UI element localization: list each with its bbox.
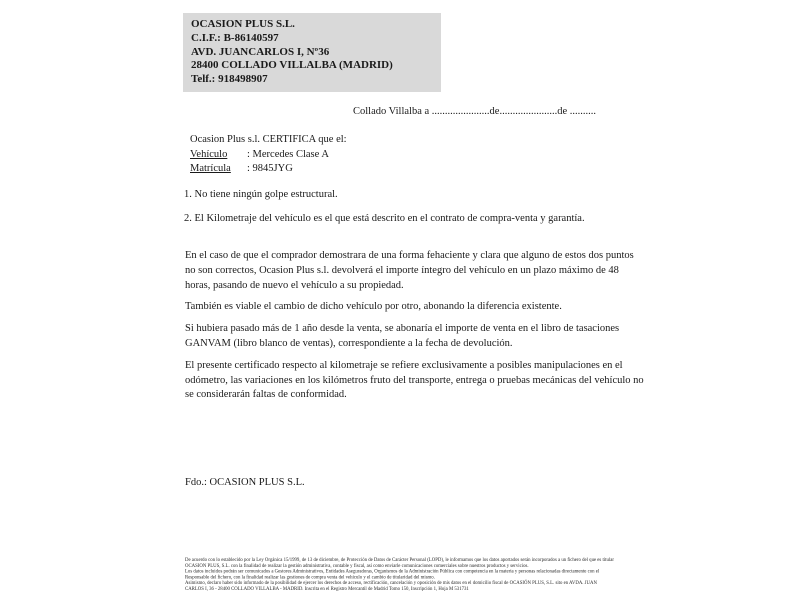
legal-line-2: OCASION PLUS, S.L. con la finalidad de realizar la gestión administrativa, contable y fiscal, así como enviarle comunicaciones comerciales sobre nuestros productos y servicios.	[185, 562, 529, 569]
paragraph-refund: En el caso de que el comprador demostrara de una forma fehaciente y clara que alguno de estos dos puntos no son correctos, Ocasion Plus s.l. devolverá el importe íntegro del vehículo en un plazo máximo de 48 horas, pasando de nuevo el vehículo a su propiedad.	[185, 250, 634, 291]
legal-line-5: Asimismo, declaro haber sido informado de la posibilidad de ejercer los derechos de acceso, rectificación, cancelación y oposición de mis datos en el domicilio fiscal de OCASIÓN PLUS, S.L. sito en AVDA. JUAN	[185, 580, 597, 586]
legal-line-6: CARLOS I, 36 - 28400 COLLADO VILLALBA - MADRID. Inscrita en el Registro Mercantil de Madrid Tomo 150, Inscripción 1, Hoja M 531731	[185, 585, 469, 592]
legal-line-3: Los datos incluidos podrán ser comunicados a Gestores Administrativos, Entidades Aseguradoras, Organismos de la Administración Pública con competencia en la materia y personas relacionadas directamente con el	[185, 568, 600, 575]
body-paragraphs	[185, 249, 646, 410]
company-phone: Telf.: 918498907	[191, 73, 268, 86]
paragraph-exchange: También es viable el cambio de dicho vehículo por otro, abonando la diferencia existente.	[185, 301, 562, 313]
paragraph-odometer: El presente certificado respecto al kilometraje se refiere exclusivamente a posibles manipulaciones en el odómetro, las variaciones en los kilómetros fruto del transporte, entrega o pruebas mecánicas del vehículo no se considerarán faltas de conformidad.	[185, 359, 644, 401]
company-letterhead	[183, 13, 441, 92]
company-name: OCASION PLUS S.L.	[191, 18, 295, 30]
condition-points	[184, 187, 646, 235]
certify-intro: Ocasion Plus s.l. CERTIFICA que el:	[190, 134, 347, 145]
legal-footer	[185, 557, 641, 595]
company-address: AVD. JUANCARLOS I, Nº36	[191, 45, 330, 58]
paragraph-ganvam: Si hubiera pasado más de 1 año desde la venta, se abonaría el importe de venta en el libro de tasaciones GANVAM (libro blanco de ventas), correspondiente a la fecha de devolución.	[185, 323, 620, 349]
certify-block	[190, 133, 347, 177]
company-cif: C.I.F.: B-86140597	[191, 31, 279, 44]
vehicle-value: : Mercedes Clase A	[247, 148, 329, 160]
plate-label: Matrícula	[190, 163, 231, 174]
company-city: 28400 COLLADO VILLALBA (MADRID)	[191, 59, 393, 72]
legal-line-1: De acuerdo con lo establecido por la Ley Orgánica 15/1999, de 13 de diciembre, de Protección de Datos de Carácter Personal (LOPD), le informamos que los datos aportados serán incorporados a un fichero del que es titular	[185, 557, 614, 563]
signature-line: Fdo.: OCASION PLUS S.L.	[185, 477, 305, 488]
vehicle-label: Vehículo	[190, 148, 228, 160]
plate-row	[190, 162, 347, 177]
date-line: Collado Villalba a ......................de......................de ..........	[353, 106, 596, 117]
point-structural: 1. No tiene ningún golpe estructural.	[184, 189, 338, 200]
legal-footer-text	[185, 557, 641, 592]
vehicle-row	[190, 148, 347, 163]
legal-line-4: Responsable del fichero, con la finalidad realizar las gestiones de compra venta del vehículo y el cambio de titularidad del mismo.	[185, 574, 435, 580]
point-mileage: 2. El Kilometraje del vehículo es el que está descrito en el contrato de compra-venta y garantía.	[184, 213, 585, 224]
plate-value: : 9845JYG	[247, 163, 293, 174]
